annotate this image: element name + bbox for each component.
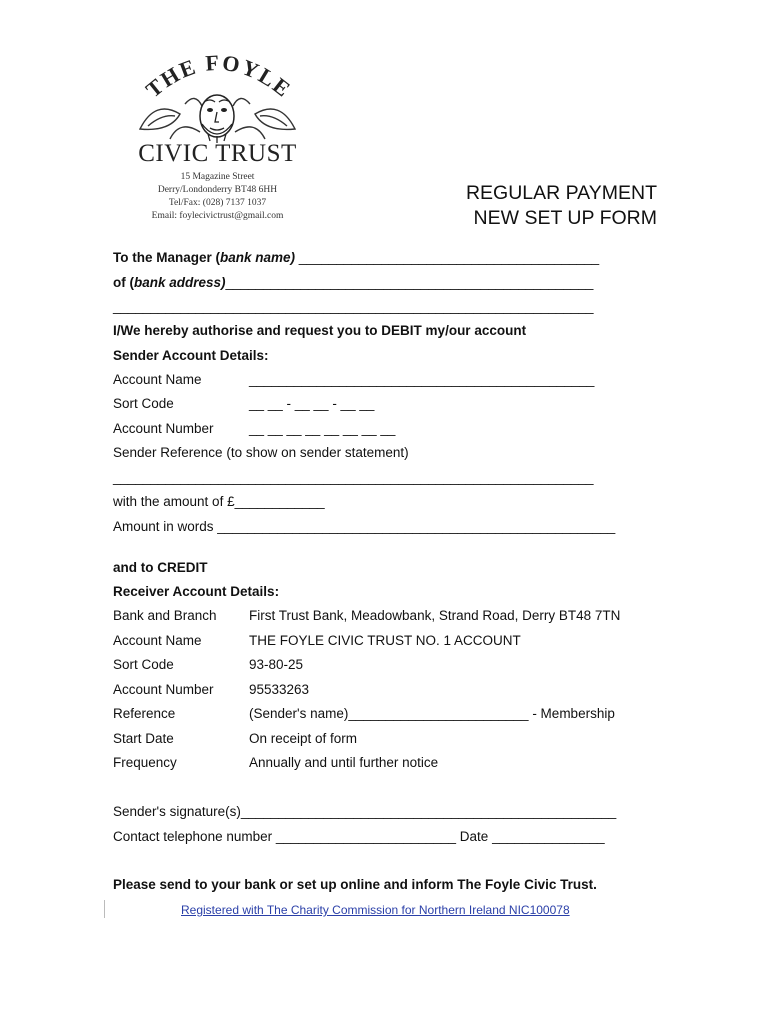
form-title-line-1: REGULAR PAYMENT [465,182,657,204]
of-prefix: of ( [113,275,134,290]
bank-address-label: bank address) [134,275,226,290]
bank-address-field[interactable] [113,275,593,290]
logo-address-line: Tel/Fax: (028) 7137 1037 [168,198,267,208]
sender-heading: Sender Account Details: [113,348,269,363]
authorise-statement: I/We hereby authorise and request you to DEBIT my/our account [113,323,527,338]
credit-heading: and to CREDIT [113,560,208,575]
receiver-account-number-value: 95533263 [249,682,310,697]
send-instruction: Please send to your bank or set up online and inform The Foyle Civic Trust. [113,877,597,892]
form-title-line-2: NEW SET UP FORM [473,207,657,229]
logo-address-line: 15 Magazine Street [180,172,255,182]
bank-name-label: bank name) [220,250,296,265]
receiver-sort-code-label: Sort Code [113,657,174,672]
bank-name-line: ________________________________________ [295,250,600,265]
sender-reference-label: Sender Reference (to show on sender statement) [113,445,409,460]
contact-date-field[interactable]: Contact telephone number ________________________ Date _______________ [113,829,605,844]
green-man-crest-icon [130,44,305,144]
sender-reference-field[interactable]: ________________________________________________________________ [113,470,594,485]
sender-sort-code-field[interactable]: __ __ - __ __ - __ __ [249,396,375,411]
receiver-frequency-value: Annually and until further notice [249,755,439,770]
receiver-account-name-value: THE FOYLE CIVIC TRUST NO. 1 ACCOUNT [249,633,521,648]
bank-address-line-2[interactable]: ________________________________________________________________ [113,299,594,314]
receiver-account-number-label: Account Number [113,682,214,697]
sender-account-name-field[interactable]: ______________________________________________ [249,372,595,387]
receiver-frequency-label: Frequency [113,755,177,770]
receiver-bank-branch-value: First Trust Bank, Meadowbank, Strand Road, Derry BT48 7TN [249,608,621,623]
signature-field[interactable]: Sender's signature(s)__________________________________________________ [113,804,617,819]
bank-address-line: _________________________________________________ [225,275,594,290]
manager-bank-name-field[interactable] [113,250,599,265]
foyle-civic-trust-logo [130,44,305,224]
manager-prefix: To the Manager ( [113,250,221,265]
receiver-start-date-label: Start Date [113,731,174,746]
logo-name: CIVIC TRUST [138,140,297,167]
logo-address-line: Email: foylecivictrust@gmail.com [151,211,284,221]
sender-account-number-field[interactable]: __ __ __ __ __ __ __ __ [249,421,396,436]
receiver-start-date-value: On receipt of form [249,731,358,746]
receiver-reference-field[interactable]: (Sender's name)________________________ - Membership [249,706,615,721]
receiver-heading: Receiver Account Details: [113,584,280,599]
logo-arc-text: THE FOYLE [140,49,297,103]
amount-field[interactable]: with the amount of £____________ [113,494,325,509]
sender-sort-code-label: Sort Code [113,396,174,411]
receiver-account-name-label: Account Name [113,633,202,648]
sender-account-name-label: Account Name [113,372,202,387]
receiver-sort-code-value: 93-80-25 [249,657,304,672]
charity-registration-link[interactable]: Registered with The Charity Commission for Northern Ireland NIC100078 [181,903,570,917]
amount-in-words-field[interactable]: Amount in words _____________________________________________________ [113,519,616,534]
logo-address-line: Derry/Londonderry BT48 6HH [157,185,278,195]
sender-account-number-label: Account Number [113,421,214,436]
text-cursor [104,900,105,918]
receiver-bank-branch-label: Bank and Branch [113,608,217,623]
receiver-reference-label: Reference [113,706,176,721]
